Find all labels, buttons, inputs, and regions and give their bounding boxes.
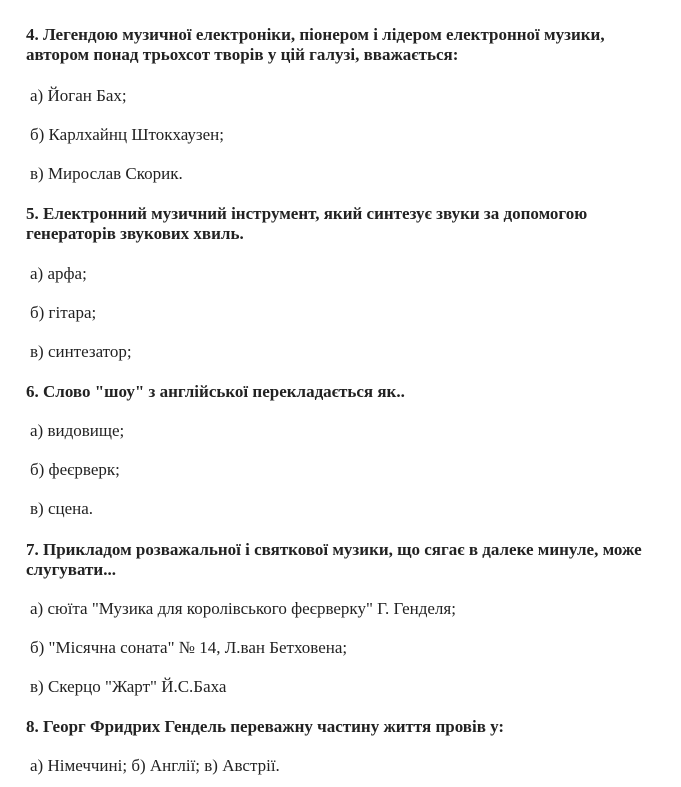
question-7-option-a: а) сюїта "Музика для королівського феєрверку" Г. Генделя;	[30, 599, 456, 618]
question-7-option-b: б) "Місячна соната" № 14, Л.ван Бетховена;	[30, 638, 348, 657]
question-4-text: 4. Легендою музичної електроніки, піонером і лідером електронної музики, автором понад трьохсот творів у цій галузі, вважається:	[26, 25, 605, 64]
question-4-option-b: б) Карлхайнц Штокхаузен;	[30, 125, 224, 144]
question-4-option-a: а) Йоган Бах;	[30, 86, 127, 105]
question-5-option-b: б) гітара;	[30, 303, 97, 322]
question-6-option-c: в) сцена.	[30, 499, 94, 518]
question-6-option-b: б) феєрверк;	[30, 460, 120, 479]
question-8-text: 8. Георг Фридрих Гендель переважну частину життя провів у:	[26, 717, 505, 736]
question-5-text: 5. Електронний музичний інструмент, який синтезує звуки за допомогою генераторів звукових хвиль.	[26, 204, 588, 243]
question-6-text: 6. Слово "шоу" з англійської перекладається як..	[26, 382, 405, 401]
question-5-option-c: в) синтезатор;	[30, 342, 132, 361]
question-5-option-a: а) арфа;	[30, 264, 87, 283]
question-7-text: 7. Прикладом розважальної і святкової музики, що сягає в далеке минуле, може слугувати...	[26, 540, 642, 579]
question-8-options: а) Німеччині; б) Англії; в) Австрії.	[30, 756, 280, 775]
question-7-option-c: в) Скерцо "Жарт" Й.С.Баха	[30, 677, 227, 696]
question-6-option-a: а) видовище;	[30, 421, 125, 440]
question-4-option-c: в) Мирослав Скорик.	[30, 164, 183, 183]
